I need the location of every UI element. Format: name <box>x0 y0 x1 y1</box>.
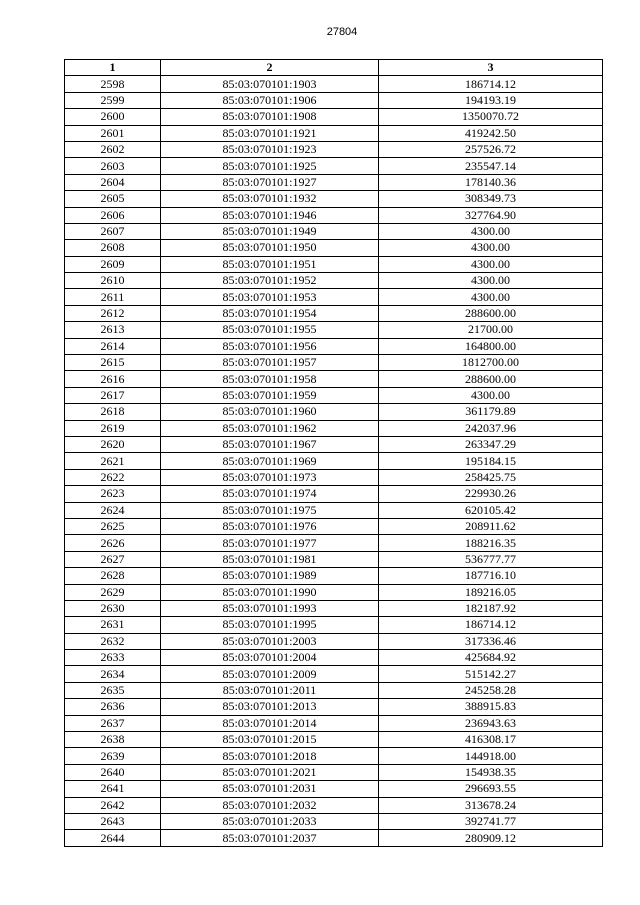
value-cell: 419242.50 <box>379 125 603 141</box>
cadastral-number-cell: 85:03:070101:1925 <box>161 158 379 174</box>
cadastral-number-cell: 85:03:070101:2003 <box>161 633 379 649</box>
row-number-cell: 2621 <box>65 453 161 469</box>
cadastral-number-cell: 85:03:070101:1975 <box>161 502 379 518</box>
row-number-cell: 2609 <box>65 256 161 272</box>
row-number-cell: 2636 <box>65 699 161 715</box>
cadastral-number-cell: 85:03:070101:1973 <box>161 469 379 485</box>
row-number-cell: 2638 <box>65 732 161 748</box>
cadastral-number-cell: 85:03:070101:2033 <box>161 813 379 829</box>
table-body <box>65 76 603 846</box>
table-row <box>65 469 603 485</box>
table-row <box>65 92 603 108</box>
cadastral-number-cell: 85:03:070101:1955 <box>161 322 379 338</box>
value-cell: 4300.00 <box>379 387 603 403</box>
value-cell: 236943.63 <box>379 715 603 731</box>
cadastral-number-cell: 85:03:070101:1953 <box>161 289 379 305</box>
row-number-cell: 2641 <box>65 781 161 797</box>
value-cell: 263347.29 <box>379 436 603 452</box>
table-row <box>65 830 603 846</box>
table-row <box>65 322 603 338</box>
table-row <box>65 600 603 616</box>
value-cell: 242037.96 <box>379 420 603 436</box>
table-row <box>65 289 603 305</box>
table-row <box>65 486 603 502</box>
value-cell: 235547.14 <box>379 158 603 174</box>
value-cell: 392741.77 <box>379 813 603 829</box>
table-row <box>65 223 603 239</box>
row-number-cell: 2644 <box>65 830 161 846</box>
cadastral-number-cell: 85:03:070101:1927 <box>161 174 379 190</box>
table-row <box>65 125 603 141</box>
cadastral-number-cell: 85:03:070101:1977 <box>161 535 379 551</box>
cadastral-number-cell: 85:03:070101:2031 <box>161 781 379 797</box>
table-row <box>65 256 603 272</box>
cadastral-number-cell: 85:03:070101:1958 <box>161 371 379 387</box>
row-number-cell: 2610 <box>65 273 161 289</box>
cadastral-number-cell: 85:03:070101:1981 <box>161 551 379 567</box>
table-row <box>65 633 603 649</box>
column-header-1: 1 <box>65 60 161 76</box>
value-cell: 189216.05 <box>379 584 603 600</box>
table-row <box>65 551 603 567</box>
row-number-cell: 2601 <box>65 125 161 141</box>
cadastral-number-cell: 85:03:070101:2021 <box>161 764 379 780</box>
row-number-cell: 2634 <box>65 666 161 682</box>
row-number-cell: 2624 <box>65 502 161 518</box>
cadastral-number-cell: 85:03:070101:1949 <box>161 223 379 239</box>
row-number-cell: 2623 <box>65 486 161 502</box>
table-row <box>65 797 603 813</box>
value-cell: 195184.15 <box>379 453 603 469</box>
cadastral-number-cell: 85:03:070101:1950 <box>161 240 379 256</box>
value-cell: 313678.24 <box>379 797 603 813</box>
value-cell: 194193.19 <box>379 92 603 108</box>
row-number-cell: 2620 <box>65 436 161 452</box>
value-cell: 4300.00 <box>379 256 603 272</box>
table-row <box>65 584 603 600</box>
row-number-cell: 2617 <box>65 387 161 403</box>
table-row <box>65 240 603 256</box>
table-row <box>65 650 603 666</box>
value-cell: 187716.10 <box>379 568 603 584</box>
cadastral-number-cell: 85:03:070101:1908 <box>161 109 379 125</box>
row-number-cell: 2619 <box>65 420 161 436</box>
table-row <box>65 141 603 157</box>
row-number-cell: 2604 <box>65 174 161 190</box>
value-cell: 186714.12 <box>379 617 603 633</box>
data-table <box>64 59 603 847</box>
row-number-cell: 2629 <box>65 584 161 600</box>
cadastral-number-cell: 85:03:070101:1967 <box>161 436 379 452</box>
value-cell: 1350070.72 <box>379 109 603 125</box>
cadastral-number-cell: 85:03:070101:2009 <box>161 666 379 682</box>
value-cell: 164800.00 <box>379 338 603 354</box>
cadastral-number-cell: 85:03:070101:1976 <box>161 518 379 534</box>
cadastral-number-cell: 85:03:070101:1954 <box>161 305 379 321</box>
value-cell: 229930.26 <box>379 486 603 502</box>
value-cell: 178140.36 <box>379 174 603 190</box>
row-number-cell: 2635 <box>65 682 161 698</box>
value-cell: 4300.00 <box>379 240 603 256</box>
row-number-cell: 2632 <box>65 633 161 649</box>
table-row <box>65 764 603 780</box>
row-number-cell: 2598 <box>65 76 161 92</box>
row-number-cell: 2622 <box>65 469 161 485</box>
value-cell: 144918.00 <box>379 748 603 764</box>
cadastral-number-cell: 85:03:070101:1956 <box>161 338 379 354</box>
cadastral-number-cell: 85:03:070101:2015 <box>161 732 379 748</box>
row-number-cell: 2618 <box>65 404 161 420</box>
cadastral-number-cell: 85:03:070101:1989 <box>161 568 379 584</box>
row-number-cell: 2643 <box>65 813 161 829</box>
value-cell: 296693.55 <box>379 781 603 797</box>
value-cell: 21700.00 <box>379 322 603 338</box>
table-row <box>65 207 603 223</box>
cadastral-number-cell: 85:03:070101:1957 <box>161 355 379 371</box>
row-number-cell: 2642 <box>65 797 161 813</box>
cadastral-number-cell: 85:03:070101:1969 <box>161 453 379 469</box>
value-cell: 280909.12 <box>379 830 603 846</box>
table-row <box>65 158 603 174</box>
cadastral-number-cell: 85:03:070101:2032 <box>161 797 379 813</box>
table-row <box>65 436 603 452</box>
value-cell: 620105.42 <box>379 502 603 518</box>
cadastral-number-cell: 85:03:070101:2014 <box>161 715 379 731</box>
row-number-cell: 2612 <box>65 305 161 321</box>
cadastral-number-cell: 85:03:070101:1974 <box>161 486 379 502</box>
row-number-cell: 2633 <box>65 650 161 666</box>
column-header-3: 3 <box>379 60 603 76</box>
table-row <box>65 109 603 125</box>
row-number-cell: 2614 <box>65 338 161 354</box>
row-number-cell: 2613 <box>65 322 161 338</box>
row-number-cell: 2606 <box>65 207 161 223</box>
cadastral-number-cell: 85:03:070101:1906 <box>161 92 379 108</box>
cadastral-number-cell: 85:03:070101:1932 <box>161 191 379 207</box>
cadastral-number-cell: 85:03:070101:1903 <box>161 76 379 92</box>
row-number-cell: 2627 <box>65 551 161 567</box>
row-number-cell: 2603 <box>65 158 161 174</box>
value-cell: 4300.00 <box>379 289 603 305</box>
value-cell: 327764.90 <box>379 207 603 223</box>
row-number-cell: 2639 <box>65 748 161 764</box>
value-cell: 188216.35 <box>379 535 603 551</box>
row-number-cell: 2637 <box>65 715 161 731</box>
cadastral-number-cell: 85:03:070101:1946 <box>161 207 379 223</box>
value-cell: 4300.00 <box>379 223 603 239</box>
value-cell: 257526.72 <box>379 141 603 157</box>
value-cell: 154938.35 <box>379 764 603 780</box>
value-cell: 4300.00 <box>379 273 603 289</box>
value-cell: 536777.77 <box>379 551 603 567</box>
table-header-row <box>65 60 603 76</box>
table-row <box>65 387 603 403</box>
row-number-cell: 2628 <box>65 568 161 584</box>
cadastral-number-cell: 85:03:070101:2013 <box>161 699 379 715</box>
cadastral-number-cell: 85:03:070101:2011 <box>161 682 379 698</box>
value-cell: 515142.27 <box>379 666 603 682</box>
row-number-cell: 2630 <box>65 600 161 616</box>
value-cell: 1812700.00 <box>379 355 603 371</box>
cadastral-number-cell: 85:03:070101:2004 <box>161 650 379 666</box>
table-row <box>65 682 603 698</box>
cadastral-number-cell: 85:03:070101:1990 <box>161 584 379 600</box>
table-row <box>65 305 603 321</box>
table-row <box>65 371 603 387</box>
cadastral-number-cell: 85:03:070101:1951 <box>161 256 379 272</box>
table-row <box>65 76 603 92</box>
value-cell: 308349.73 <box>379 191 603 207</box>
row-number-cell: 2608 <box>65 240 161 256</box>
value-cell: 317336.46 <box>379 633 603 649</box>
table-row <box>65 715 603 731</box>
row-number-cell: 2626 <box>65 535 161 551</box>
table-row <box>65 174 603 190</box>
table-row <box>65 813 603 829</box>
table-row <box>65 518 603 534</box>
value-cell: 388915.83 <box>379 699 603 715</box>
cadastral-number-cell: 85:03:070101:1993 <box>161 600 379 616</box>
table-row <box>65 781 603 797</box>
value-cell: 361179.89 <box>379 404 603 420</box>
value-cell: 425684.92 <box>379 650 603 666</box>
row-number-cell: 2615 <box>65 355 161 371</box>
table-row <box>65 338 603 354</box>
cadastral-number-cell: 85:03:070101:1959 <box>161 387 379 403</box>
row-number-cell: 2611 <box>65 289 161 305</box>
table-row <box>65 666 603 682</box>
row-number-cell: 2600 <box>65 109 161 125</box>
cadastral-number-cell: 85:03:070101:1960 <box>161 404 379 420</box>
table-row <box>65 617 603 633</box>
cadastral-number-cell: 85:03:070101:1921 <box>161 125 379 141</box>
value-cell: 416308.17 <box>379 732 603 748</box>
table-row <box>65 191 603 207</box>
cadastral-number-cell: 85:03:070101:2037 <box>161 830 379 846</box>
table-row <box>65 502 603 518</box>
cadastral-number-cell: 85:03:070101:1962 <box>161 420 379 436</box>
table-row <box>65 420 603 436</box>
row-number-cell: 2640 <box>65 764 161 780</box>
table-row <box>65 748 603 764</box>
column-header-2: 2 <box>161 60 379 76</box>
table-row <box>65 355 603 371</box>
row-number-cell: 2616 <box>65 371 161 387</box>
cadastral-number-cell: 85:03:070101:2018 <box>161 748 379 764</box>
table-row <box>65 453 603 469</box>
row-number-cell: 2631 <box>65 617 161 633</box>
value-cell: 288600.00 <box>379 305 603 321</box>
table-row <box>65 699 603 715</box>
page-number: 27804 <box>326 26 358 38</box>
row-number-cell: 2599 <box>65 92 161 108</box>
row-number-cell: 2602 <box>65 141 161 157</box>
value-cell: 186714.12 <box>379 76 603 92</box>
table-row <box>65 404 603 420</box>
row-number-cell: 2605 <box>65 191 161 207</box>
value-cell: 258425.75 <box>379 469 603 485</box>
row-number-cell: 2625 <box>65 518 161 534</box>
table-row <box>65 273 603 289</box>
cadastral-number-cell: 85:03:070101:1995 <box>161 617 379 633</box>
table-row <box>65 568 603 584</box>
value-cell: 245258.28 <box>379 682 603 698</box>
value-cell: 288600.00 <box>379 371 603 387</box>
cadastral-number-cell: 85:03:070101:1923 <box>161 141 379 157</box>
value-cell: 182187.92 <box>379 600 603 616</box>
row-number-cell: 2607 <box>65 223 161 239</box>
table-row <box>65 535 603 551</box>
cadastral-number-cell: 85:03:070101:1952 <box>161 273 379 289</box>
value-cell: 208911.62 <box>379 518 603 534</box>
table-row <box>65 732 603 748</box>
